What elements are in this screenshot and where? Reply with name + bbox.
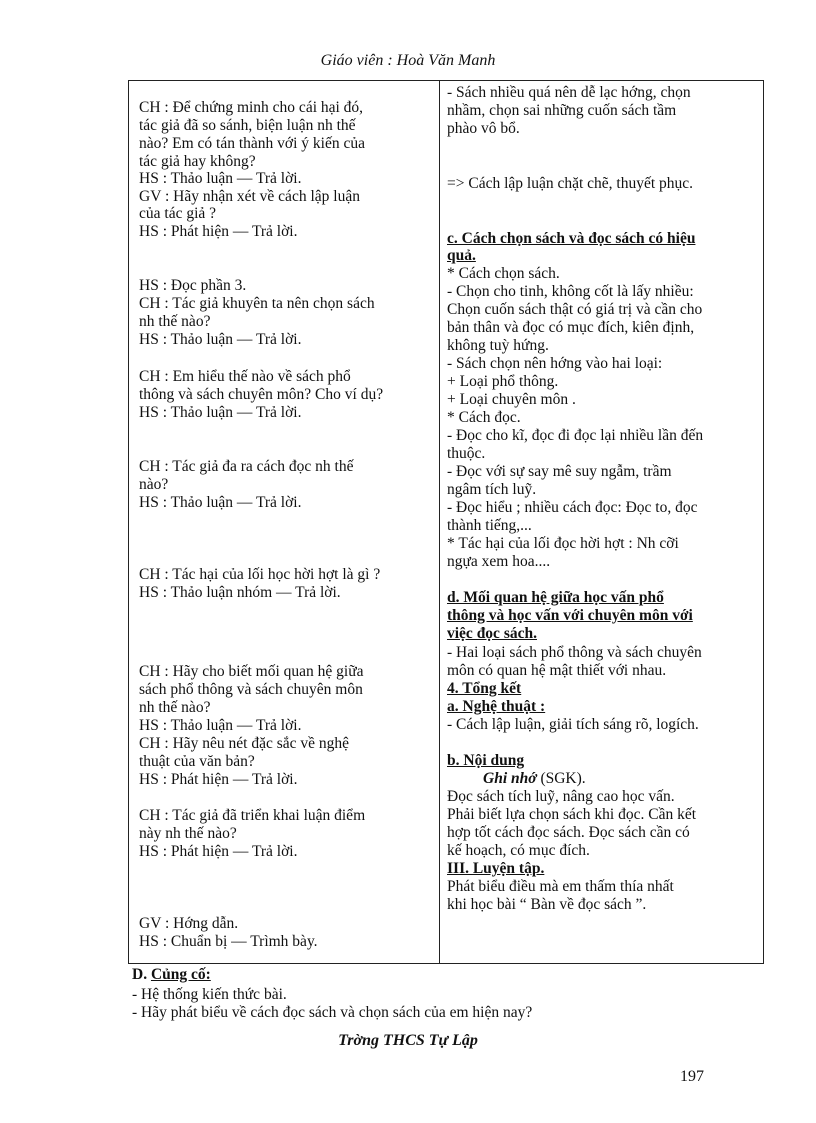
right-line: * Cách đọc. bbox=[447, 409, 521, 426]
left-line: CH : Tác giả khuyên ta nên chọn sách bbox=[139, 295, 375, 312]
left-line: HS : Phát hiện — Trả lời. bbox=[139, 771, 298, 788]
section-heading-content: b. Nội dung bbox=[447, 752, 525, 769]
section-heading-c: c. Cách chọn sách và đọc sách có hiệu bbox=[447, 230, 696, 247]
right-line: Phải biết lựa chọn sách khi đọc. Cần kết bbox=[447, 806, 697, 823]
left-line: nào? Em có tán thành với ý kiến của bbox=[139, 135, 365, 152]
left-line: nh thế nào? bbox=[139, 699, 211, 716]
left-line: HS : Thảo luận nhóm — Trả lời. bbox=[139, 584, 341, 601]
right-line: ngựa xem hoa.... bbox=[447, 553, 551, 570]
left-line: CH : Để chứng minh cho cái hại đó, bbox=[139, 99, 364, 116]
right-line: bản thân và đọc có mục đích, kiên định, bbox=[447, 319, 695, 336]
left-line: HS : Thảo luận — Trả lời. bbox=[139, 494, 302, 511]
left-line: CH : Tác giả đa ra cách đọc nh thế bbox=[139, 458, 354, 475]
left-line: thuật của văn bản? bbox=[139, 753, 255, 770]
right-line: thuộc. bbox=[447, 445, 486, 462]
right-line: ngâm tích luỹ. bbox=[447, 481, 537, 498]
left-line: sách phổ thông và sách chuyên môn bbox=[139, 681, 363, 698]
left-line: tác giả đã so sánh, biện luận nh thế bbox=[139, 117, 356, 134]
right-line: kế hoạch, có mục đích. bbox=[447, 842, 590, 859]
right-line bbox=[483, 770, 586, 788]
left-line: CH : Em hiểu thế nào về sách phổ bbox=[139, 368, 351, 385]
right-line: + Loại phổ thông. bbox=[447, 373, 559, 390]
ghi-nho-source: (SGK). bbox=[536, 770, 586, 787]
right-line: - Đọc với sự say mê suy ngẫm, trầm bbox=[447, 463, 672, 480]
section-heading-practice: III. Luyện tập. bbox=[447, 860, 545, 877]
section-heading-c-cont: quả. bbox=[447, 247, 476, 264]
column-divider bbox=[439, 81, 440, 963]
right-line: => Cách lập luận chặt chẽ, thuyết phục. bbox=[447, 175, 694, 192]
right-line: Đọc sách tích luỹ, nâng cao học vấn. bbox=[447, 788, 675, 805]
right-line: - Đọc hiểu ; nhiều cách đọc: Đọc to, đọc bbox=[447, 499, 698, 516]
right-line: - Đọc cho kĩ, đọc đi đọc lại nhiều lần đến bbox=[447, 427, 704, 444]
right-line: - Chọn cho tinh, không cốt là lấy nhiều: bbox=[447, 283, 694, 300]
right-line: - Hai loại sách phổ thông và sách chuyên bbox=[447, 644, 702, 661]
left-line: HS : Phát hiện — Trả lời. bbox=[139, 843, 298, 860]
left-line: này nh thế nào? bbox=[139, 825, 237, 842]
left-line: thông và sách chuyên môn? Cho ví dụ? bbox=[139, 386, 384, 403]
lesson-table bbox=[128, 80, 764, 964]
section-heading-d: d. Mối quan hệ giữa học vấn phổ bbox=[447, 589, 664, 606]
section-heading-art: a. Nghệ thuật : bbox=[447, 698, 546, 715]
right-line: * Tác hại của lối đọc hời hợt : Nh cỡi bbox=[447, 535, 679, 552]
right-line: phào vô bổ. bbox=[447, 120, 520, 137]
page-header bbox=[0, 52, 816, 70]
right-line: môn có quan hệ mật thiết với nhau. bbox=[447, 662, 667, 679]
school-footer: Trờng THCS Tự Lập bbox=[338, 1032, 478, 1049]
left-line: GV : Hãy nhận xét về cách lập luận bbox=[139, 188, 360, 205]
left-line: nào? bbox=[139, 476, 169, 493]
teacher-name: Hoà Văn Manh bbox=[396, 52, 496, 69]
section-heading-d-cont: việc đọc sách. bbox=[447, 625, 537, 642]
right-line: - Sách chọn nên hớng vào hai loại: bbox=[447, 355, 663, 372]
left-line: CH : Tác hại của lối học hời hợt là gì ? bbox=[139, 566, 381, 583]
right-line: không tuỳ hứng. bbox=[447, 337, 549, 354]
consolidation-prefix: D. bbox=[132, 966, 151, 983]
right-line: - Sách nhiều quá nên dễ lạc hớng, chọn bbox=[447, 84, 691, 101]
left-line: của tác giả ? bbox=[139, 205, 217, 222]
left-line: HS : Thảo luận — Trả lời. bbox=[139, 170, 302, 187]
ghi-nho-label: Ghi nhớ bbox=[483, 770, 537, 787]
left-line: HS : Thảo luận — Trả lời. bbox=[139, 331, 302, 348]
section-heading-summary: 4. Tổng kết bbox=[447, 680, 522, 697]
left-line: HS : Chuẩn bị — Trìmh bày. bbox=[139, 933, 318, 950]
left-line: CH : Hãy cho biết mối quan hệ giữa bbox=[139, 663, 364, 680]
left-line: HS : Đọc phần 3. bbox=[139, 277, 247, 294]
left-line: HS : Thảo luận — Trả lời. bbox=[139, 404, 302, 421]
right-line: thành tiếng,... bbox=[447, 517, 532, 534]
left-line: tác giả hay không? bbox=[139, 153, 256, 170]
left-line: nh thế nào? bbox=[139, 313, 211, 330]
right-line: * Cách chọn sách. bbox=[447, 265, 560, 282]
right-line: + Loại chuyên môn . bbox=[447, 391, 576, 408]
left-line: CH : Hãy nêu nét đặc sắc về nghệ bbox=[139, 735, 350, 752]
left-line: HS : Phát hiện — Trả lời. bbox=[139, 223, 298, 240]
right-line: - Cách lập luận, giải tích sáng rõ, logích. bbox=[447, 716, 699, 733]
left-line: HS : Thảo luận — Trả lời. bbox=[139, 717, 302, 734]
consolidation-item: - Hệ thống kiến thức bài. bbox=[132, 986, 287, 1003]
consolidation-title: Củng cố: bbox=[150, 966, 211, 983]
right-line: Phát biểu điều mà em thấm thía nhất bbox=[447, 878, 674, 895]
consolidation-item: - Hãy phát biểu về cách đọc sách và chọn sách của em hiện nay? bbox=[132, 1004, 533, 1021]
left-line: GV : Hớng dẫn. bbox=[139, 915, 239, 932]
left-line: CH : Tác giả đã triển khai luận điểm bbox=[139, 807, 366, 824]
teacher-label: Giáo viên : bbox=[320, 52, 397, 69]
right-line: Chọn cuốn sách thật có giá trị và cần cho bbox=[447, 301, 703, 318]
right-line: hợp tốt cách đọc sách. Đọc sách cần có bbox=[447, 824, 690, 841]
section-heading-d-cont: thông và học vấn với chuyên môn với bbox=[447, 607, 693, 624]
right-line: khi học bài “ Bàn về đọc sách ”. bbox=[447, 896, 647, 913]
consolidation-heading bbox=[132, 966, 211, 984]
page-number: 197 bbox=[680, 1068, 704, 1085]
right-line: nhầm, chọn sai những cuốn sách tầm bbox=[447, 102, 677, 119]
